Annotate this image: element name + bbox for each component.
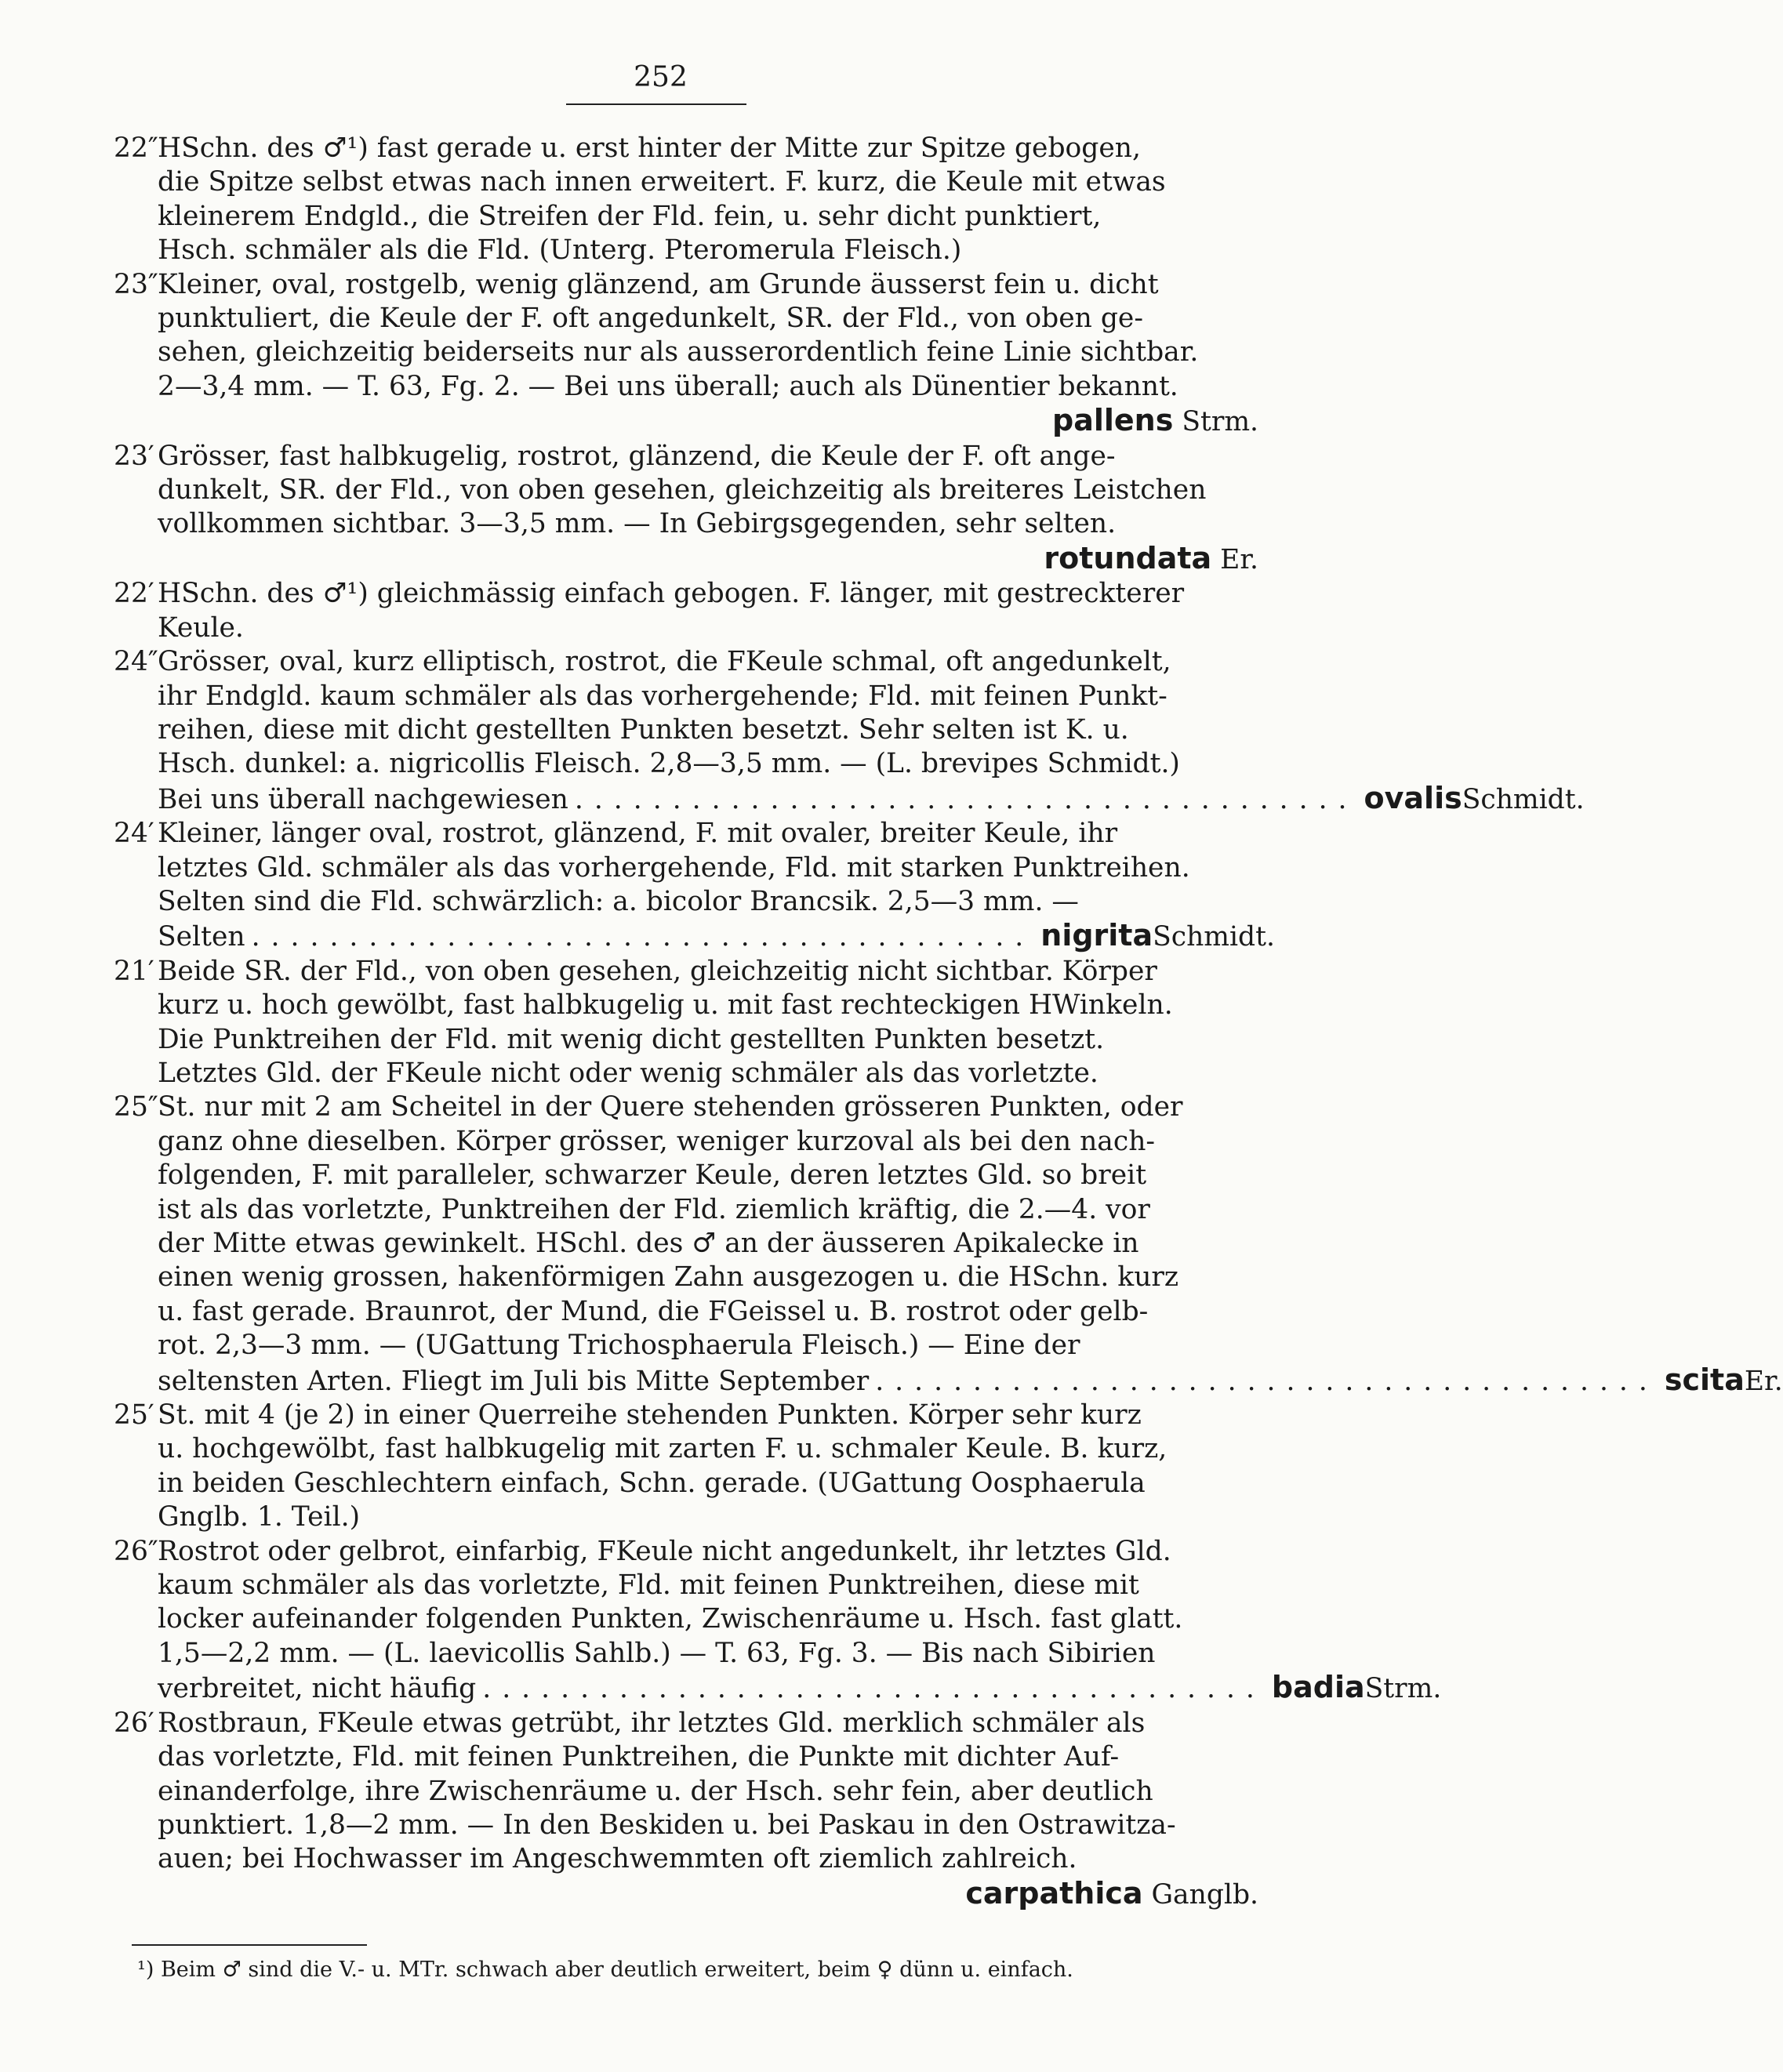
species-name: nigrita <box>1040 918 1153 953</box>
text-line: Kleiner, oval, rostgelb, wenig glänzend, am Grunde äusserst fein u. dicht <box>158 268 1159 300</box>
couplet-number: 22″ <box>114 132 158 164</box>
species-author: Schmidt. <box>1462 783 1585 815</box>
text-line: ist als das vorletzte, Punktreihen der Fld. ziemlich kräftig, die 2.—4. vor <box>158 1193 1150 1225</box>
lead-text: Bei uns überall nachgewiesen <box>158 783 568 815</box>
footnote-rule <box>132 1944 367 1946</box>
text-line: kaum schmäler als das vorletzte, Fld. mit feinen Punktreihen, diese mit <box>158 1569 1139 1602</box>
text-line: ihr Endgld. kaum schmäler als das vorhergehende; Fld. mit feinen Punkt- <box>158 680 1167 712</box>
text-line: Grösser, oval, kurz elliptisch, rostrot, die FKeule schmal, oft angedunkelt, <box>158 646 1171 678</box>
dot-leader: ........................................ <box>482 1673 1266 1705</box>
entry-text <box>158 1090 1783 1399</box>
text-line: punktiert. 1,8—2 mm. — In den Beskiden u. bei Paskau in den Ostrawitza- <box>158 1809 1176 1841</box>
text-line: das vorletzte, Fld. mit feinen Punktreihen, die Punkte mit dichter Auf- <box>158 1741 1120 1773</box>
text-line: St. mit 4 (je 2) in einer Querreihe stehenden Punkten. Körper sehr kurz <box>158 1399 1142 1432</box>
text-line: in beiden Geschlechtern einfach, Schn. gerade. (UGattung Oosphaerula <box>158 1467 1146 1499</box>
key-entry <box>114 645 1585 817</box>
text-line: folgenden, F. mit paralleler, schwarzer Keule, deren letztes Gld. so breit <box>158 1159 1147 1192</box>
couplet-number: 21′ <box>114 955 154 987</box>
couplet-number: 23′ <box>114 440 154 472</box>
key-entry <box>114 577 1258 645</box>
entry-text <box>158 817 1275 955</box>
text-line: Gnglb. 1. Teil.) <box>158 1501 361 1533</box>
species-author: Er. <box>1744 1365 1783 1397</box>
text-line: auen; bei Hochwasser im Angeschwemmten oft ziemlich zahlreich. <box>158 1843 1077 1875</box>
key-entry <box>114 1399 1258 1535</box>
entry-text <box>158 955 1258 1091</box>
key-entry <box>114 1535 1442 1707</box>
text-line: Rostbraun, FKeule etwas getrübt, ihr letztes Gld. merklich schmäler als <box>158 1707 1146 1739</box>
text-line: Kleiner, länger oval, rostrot, glänzend, F. mit ovaler, breiter Keule, ihr <box>158 818 1118 850</box>
text-line: HSchn. des ♂¹) fast gerade u. erst hinter der Mitte zur Spitze gebogen, <box>158 132 1141 164</box>
species-name: ovalis <box>1364 780 1462 815</box>
species-author: Ganglb. <box>1142 1878 1258 1911</box>
text-line: St. nur mit 2 am Scheitel in der Quere stehenden grösseren Punkten, oder <box>158 1091 1183 1123</box>
text-line: Rostrot oder gelbrot, einfarbig, FKeule nicht angedunkelt, ihr letztes Gld. <box>158 1535 1171 1567</box>
text-line: vollkommen sichtbar. 3—3,5 mm. — In Gebirgsgegenden, sehr selten. <box>158 508 1117 540</box>
entry-text <box>158 132 1258 268</box>
identification-key <box>114 132 1783 1912</box>
text-line: kleinerem Endgld., die Streifen der Fld. fein, u. sehr dicht punktiert, <box>158 200 1102 232</box>
text-line: HSchn. des ♂¹) gleichmässig einfach gebogen. F. länger, mit gestreckterer <box>158 578 1185 610</box>
couplet-number: 24″ <box>114 646 158 678</box>
key-entry <box>114 1707 1258 1912</box>
text-line: dunkelt, SR. der Fld., von oben gesehen, gleichzeitig als breiteres Leistchen <box>158 474 1207 506</box>
key-entry <box>114 132 1258 268</box>
couplet-number: 24′ <box>114 818 154 850</box>
text-line: Letztes Gld. der FKeule nicht oder wenig schmäler als das vorletzte. <box>158 1057 1098 1089</box>
text-line: Beide SR. der Fld., von oben gesehen, gleichzeitig nicht sichtbar. Körper <box>158 955 1157 987</box>
dot-leader: ........................................ <box>251 921 1035 953</box>
text-line: u. hochgewölbt, fast halbkugelig mit zarten F. u. schmaler Keule. B. kurz, <box>158 1433 1167 1465</box>
footnote: ¹) Beim ♂ sind die V.- u. MTr. schwach aber deutlich erweitert, beim ♀ dünn u. einfach. <box>137 1958 1073 1982</box>
text-line: Grösser, fast halbkugelig, rostrot, glänzend, die Keule der F. oft ange- <box>158 440 1116 472</box>
text-line: punktuliert, die Keule der F. oft angedunkelt, SR. der Fld., von oben ge- <box>158 303 1144 335</box>
header-rule <box>566 103 746 105</box>
page-number: 252 <box>634 61 688 93</box>
dot-leader: ........................................ <box>875 1365 1658 1397</box>
text-line: Hsch. dunkel: a. nigricollis Fleisch. 2,8—3,5 mm. — (L. brevipes Schmidt.) <box>158 748 1180 780</box>
species-name: scita <box>1664 1362 1745 1397</box>
species-author: Schmidt. <box>1153 921 1275 953</box>
text-line: locker aufeinander folgenden Punkten, Zwischenräume u. Hsch. fast glatt. <box>158 1603 1183 1635</box>
text-line: 2—3,4 mm. — T. 63, Fg. 2. — Bei uns überall; auch als Dünentier bekannt. <box>158 370 1178 402</box>
key-entry <box>114 955 1258 1091</box>
key-entry <box>114 1090 1783 1399</box>
lead-text: seltensten Arten. Fliegt im Juli bis Mitte September <box>158 1365 870 1397</box>
lead-text: Selten <box>158 921 245 953</box>
entry-text <box>158 577 1258 645</box>
text-line: Selten sind die Fld. schwärzlich: a. bicolor Brancsik. 2,5—3 mm. — <box>158 885 1079 917</box>
lead-text: verbreitet, nicht häufig <box>158 1673 477 1705</box>
text-line: rot. 2,3—3 mm. — (UGattung Trichosphaerula Fleisch.) — Eine der <box>158 1330 1080 1362</box>
text-line: u. fast gerade. Braunrot, der Mund, die FGeissel u. B. rostrot oder gelb- <box>158 1295 1149 1327</box>
text-line: die Spitze selbst etwas nach innen erweitert. F. kurz, die Keule mit etwas <box>158 166 1166 198</box>
species-author: Er. <box>1211 543 1258 575</box>
couplet-number: 25″ <box>114 1091 158 1123</box>
text-line: kurz u. hoch gewölbt, fast halbkugelig u. mit fast rechteckigen HWinkeln. <box>158 989 1173 1021</box>
entry-text <box>158 645 1585 817</box>
text-line: reihen, diese mit dicht gestellten Punkten besetzt. Sehr selten ist K. u. <box>158 713 1129 746</box>
key-entry <box>114 440 1258 578</box>
key-entry <box>114 817 1275 955</box>
species-name: rotundata <box>1044 540 1212 575</box>
text-line: ganz ohne dieselben. Körper grösser, weniger kurzoval als bei den nach- <box>158 1125 1156 1157</box>
text-line: 1,5—2,2 mm. — (L. laevicollis Sahlb.) — T. 63, Fg. 3. — Bis nach Sibirien <box>158 1637 1156 1669</box>
species-name: carpathica <box>965 1875 1143 1911</box>
text-line: Hsch. schmäler als die Fld. (Unterg. Pteromerula Fleisch.) <box>158 234 962 267</box>
entry-text <box>158 1535 1441 1707</box>
species-name: pallens <box>1052 403 1174 438</box>
entry-text <box>158 268 1258 440</box>
species-author: Strm. <box>1364 1673 1442 1705</box>
couplet-number: 26′ <box>114 1707 154 1739</box>
text-line: einanderfolge, ihre Zwischenräume u. der Hsch. sehr fein, aber deutlich <box>158 1775 1153 1807</box>
couplet-number: 22′ <box>114 578 154 610</box>
couplet-number: 26″ <box>114 1535 158 1567</box>
text-line: sehen, gleichzeitig beiderseits nur als ausserordentlich feine Linie sichtbar. <box>158 336 1199 368</box>
text-line: letztes Gld. schmäler als das vorhergehende, Fld. mit starken Punktreihen. <box>158 851 1190 884</box>
key-entry <box>114 268 1258 440</box>
text-line: Die Punktreihen der Fld. mit wenig dicht gestellten Punkten besetzt. <box>158 1023 1105 1055</box>
dot-leader: ........................................ <box>574 783 1358 815</box>
couplet-number: 25′ <box>114 1399 154 1432</box>
entry-text <box>158 440 1258 578</box>
entry-text <box>158 1707 1258 1912</box>
couplet-number: 23″ <box>114 268 158 300</box>
text-line: Keule. <box>158 611 244 644</box>
text-line: einen wenig grossen, hakenförmigen Zahn ausgezogen u. die HSchn. kurz <box>158 1261 1179 1294</box>
species-name: badia <box>1271 1670 1365 1705</box>
species-author: Strm. <box>1173 406 1258 438</box>
entry-text <box>158 1399 1258 1535</box>
text-line: der Mitte etwas gewinkelt. HSchl. des ♂ an der äusseren Apikalecke in <box>158 1228 1139 1259</box>
